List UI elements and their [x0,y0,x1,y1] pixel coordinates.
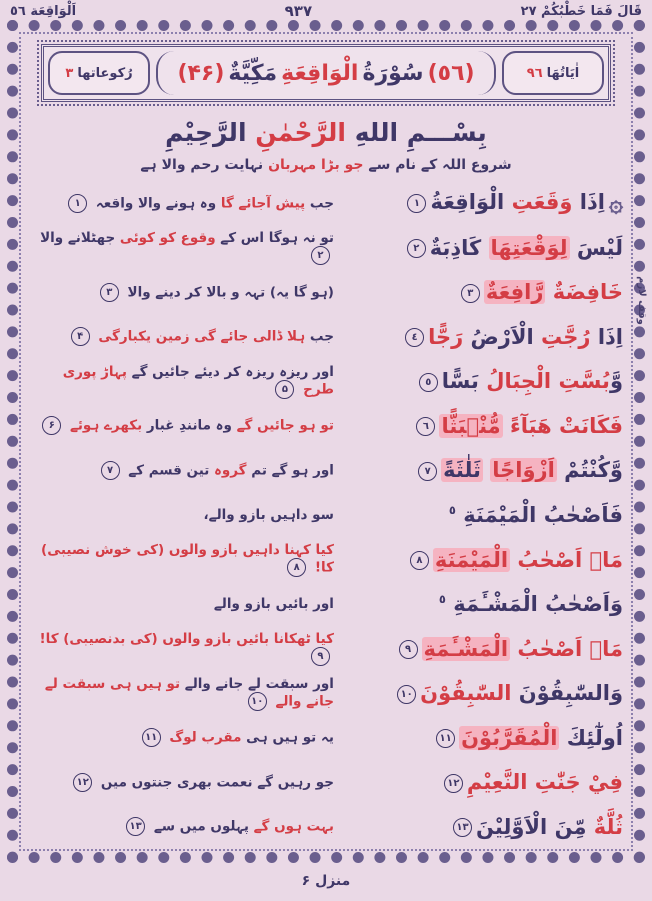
verse-arabic-text [350,681,623,705]
urdu-text: اور سبقت لے جانے والے تو ہیں ہی سبقت لے جانے والے [44,675,334,710]
aya-number-badge: ٨ [410,551,429,570]
urdu-verse-number-badge: ۹ [311,647,330,666]
page-number: ٩٣٧ [284,2,313,20]
verse-urdu-translation [29,507,334,523]
urdu-text: تو نہ ہوگا اس کے وقوع کو کوئی جھٹلانے والا [40,230,334,247]
verse-urdu-translation [29,542,334,577]
decorative-bead-border [7,20,648,863]
arabic-text: وَّكُنْتُمْ اَزْوَاجًا ثَلٰثَةً [443,458,623,483]
verse-arabic-text [350,458,623,482]
surah-title: (٥٦) سُوْرَةُ الْوَاقِعَةِ مَكِّيَّةٌ (۴۶) [156,51,496,95]
urdu-verse-number-badge: ۲ [311,246,330,265]
aya-number-badge: ٧ [418,462,437,481]
verse-urdu-translation [29,728,334,747]
margin-waqf-note: وقف لازم [636,276,648,325]
arabic-text: وَاَصْحٰبُ الْمَشْـَٔمَةِ $^٥$ [438,592,623,617]
verse-urdu-translation [29,676,334,711]
surah-name-header: اَلْوَاقِعَة ٥٦ [10,3,77,19]
rukuat-count-label: رُكوعاتها [77,65,133,81]
urdu-verse-number-badge: ۸ [287,558,306,577]
urdu-text: (ہو گا یہ) تہہ و بالا کر دینے والا [122,284,334,301]
verse-urdu-translation [29,631,334,666]
verses-list [27,181,625,847]
verse-arabic-text [350,815,623,839]
verse-arabic-text [350,189,623,217]
verse-row [29,631,623,667]
verse-row [29,452,623,488]
urdu-text: جو رہیں گے نعمت بھری جنتوں میں [96,774,334,791]
juz-name-header: قَالَ فَمَا خَطْبُكُمْ ٢٧ [520,3,642,19]
urdu-text: اور ریزہ ریزہ کر دیئے جائیں گے پہاڑ پوری طرح [62,363,334,398]
verse-arabic-text [350,503,623,527]
arabic-text: وَالسّٰبِقُوْنَ السّٰبِقُوْنَ [420,681,623,706]
urdu-text: اور بائیں بازو والے [213,596,334,613]
urdu-text: تو ہو جائیں گے وہ مانندِ غبار بکھرے ہوئے [69,417,334,434]
verse-arabic-text [350,236,623,260]
aya-number-badge: ٢ [407,239,426,258]
verse-arabic-text [350,637,623,661]
urdu-text: کیا ٹھکانا بائیں بازو والوں (کی بدنصیبی) کا! [39,631,334,648]
verse-row [29,809,623,845]
urdu-text: کیا کہنا داہیں بازو والوں (کی خوش نصیبی) کا! [41,542,334,576]
verse-arabic-text [350,414,623,438]
verse-arabic-text [350,726,623,750]
verse-urdu-translation [29,773,334,792]
verse-arabic-text [350,325,623,349]
aya-number-badge: ١٣ [453,818,472,837]
verse-row [29,497,623,533]
verse-row [29,319,623,355]
urdu-verse-number-badge: ۶ [42,416,61,435]
title-banner [41,44,611,102]
ayat-count-value: ٩٦ [526,65,543,81]
aya-number-badge: ٩ [399,640,418,659]
arabic-text: مَاۤ اَصْحٰبُ الْمَشْـَٔمَةِ [423,636,623,661]
urdu-text: جب پیش آجائے گا وہ ہونے والا واقعہ [91,195,334,211]
verse-urdu-translation [29,416,334,435]
aya-number-badge: ٥ [419,373,438,392]
urdu-text: جب ہلا ڈالی جائے گی زمین یکبارگی [98,328,334,345]
verse-row [29,230,623,266]
arabic-text: وَّبُسَّتِ الْجِبَالُ بَسًّا [441,369,623,394]
verse-row [29,675,623,711]
arabic-text: فَكَانَتْ هَبَآءً مُّنْۢبَثًّا [441,413,623,438]
urdu-bismillah-translation: شروع اللہ کے نام سے جو بڑا مہربان نہایت رحم والا ہے [140,157,512,173]
urdu-text: بہت ہوں گے پہلوں میں سے [149,818,334,835]
arabic-text: ثُلَّةٌ مِّنَ الْاَوَّلِيْنَ [476,814,623,839]
verse-row [29,274,623,310]
verse-row [29,363,623,399]
arabic-text: مَاۤ اَصْحٰبُ الْمَيْمَنَةِ [434,547,623,572]
arabic-text: خَافِضَةٌ رَّافِعَةٌ [485,280,623,305]
verse-arabic-text [350,548,623,572]
verse-row [29,408,623,444]
urdu-verse-number-badge: ۷ [101,461,120,480]
rukuat-count-value: ٣ [65,65,74,81]
bismillah-line: بِسْـــمِ اللهِ الرَّحْمٰنِ الرَّحِيْمِ [165,118,487,147]
verse-arabic-text [350,592,623,616]
verse-arabic-text [350,280,623,304]
page-content-area [19,32,633,851]
rub-el-hizb-icon: ۞ [608,189,623,217]
aya-number-badge: ١٠ [397,685,416,704]
urdu-verse-number-badge: ۴ [71,327,90,346]
arabic-text: فِيْ جَنّٰتِ النَّعِيْمِ [466,770,623,795]
verse-arabic-text [350,770,623,794]
arabic-text: اُولٰٓئِكَ الْمُقَرَّبُوْنَ [461,725,623,750]
aya-number-badge: ٦ [416,417,435,436]
aya-number-badge: ٣ [461,284,480,303]
urdu-text: سو داہیں بازو والے، [203,506,334,523]
verse-urdu-translation [29,283,334,302]
aya-number-badge: ١١ [436,729,455,748]
urdu-verse-number-badge: ۱۰ [248,692,267,711]
urdu-verse-number-badge: ۱۲ [73,773,92,792]
verse-row [29,720,623,756]
verse-row [29,542,623,578]
urdu-text: یہ تو ہیں ہی مقرب لوگ [169,729,334,746]
verse-urdu-translation [29,461,334,480]
verse-row [29,586,623,622]
arabic-text: اِذَا رُجَّتِ الْاَرْضُ رَجًّا [428,324,623,349]
urdu-text: اور ہو گے تم گروہ تین قسم کے [123,462,334,479]
aya-number-badge: ١٢ [444,774,463,793]
verse-urdu-translation [29,596,334,612]
ayat-count-label: اٰيَاتُهَا [546,65,580,81]
page-margin-header [10,1,642,21]
urdu-verse-number-badge: ۵ [275,380,294,399]
urdu-verse-number-badge: ۳ [100,283,119,302]
aya-number-badge: ٤ [405,328,424,347]
rukuat-count-box [48,51,150,95]
verse-urdu-translation [29,230,334,265]
manzil-footer: منزل ۶ [301,873,351,889]
urdu-verse-number-badge: ۱ [68,194,87,213]
aya-number-badge: ١ [407,194,426,213]
verse-urdu-translation [29,364,334,399]
verse-row [29,185,623,221]
ayat-count-box [502,51,604,95]
verse-urdu-translation [29,817,334,836]
verse-urdu-translation [29,327,334,346]
verse-arabic-text [350,369,623,393]
arabic-text: اِذَا وَقَعَتِ الْوَاقِعَةُ [430,190,605,214]
arabic-text: فَاَصْحٰبُ الْمَيْمَنَةِ $^٥$ [448,502,623,527]
urdu-verse-number-badge: ۱۳ [126,817,145,836]
arabic-text: لَيْسَ لِوَقْعَتِهَا كَاذِبَةٌ [429,235,623,260]
verse-row [29,764,623,800]
urdu-verse-number-badge: ۱۱ [142,728,161,747]
verse-urdu-translation [29,194,334,213]
